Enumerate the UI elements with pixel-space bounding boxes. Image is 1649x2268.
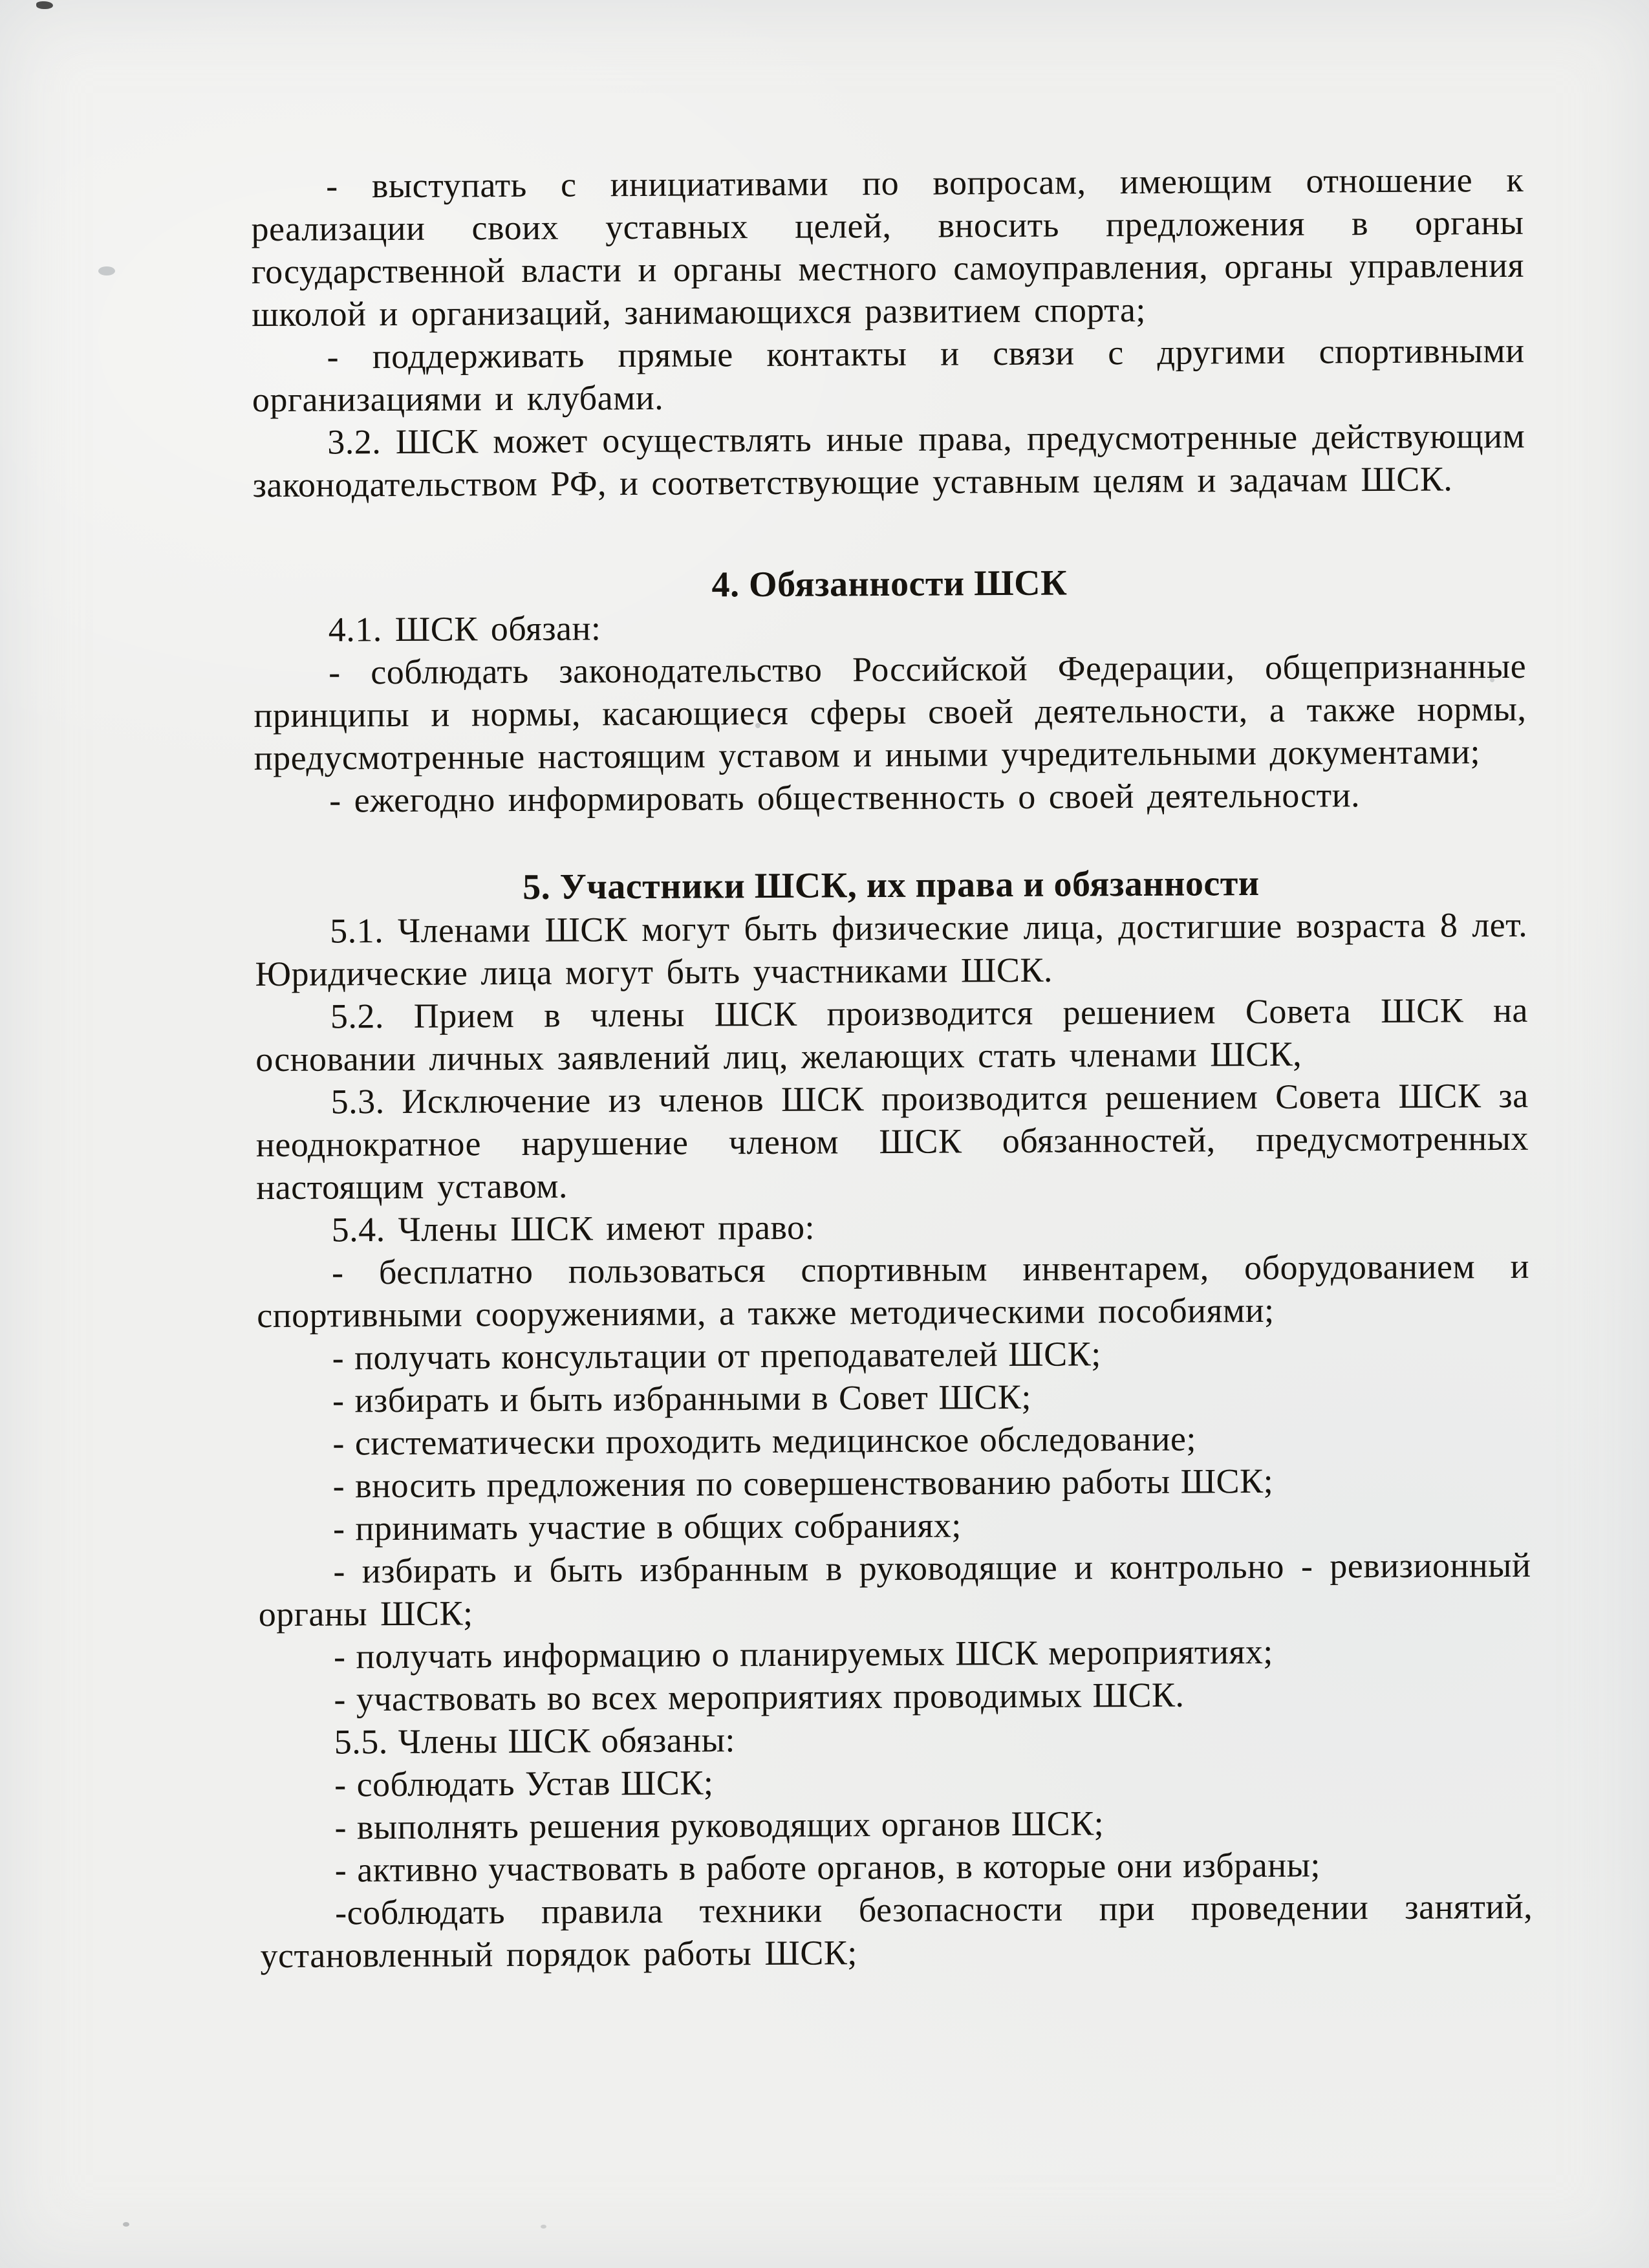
section-4-heading: 4. Обязанности ШСК (711, 563, 1068, 605)
paragraph: - участвовать во всех мероприятиях проводимых ШСК. (334, 1675, 1185, 1719)
paragraph: 5.4. Члены ШСК имеют право: (331, 1207, 815, 1249)
scan-artifact-speck (36, 1, 53, 9)
paragraph: - избирать и быть избранными в Совет ШСК; (332, 1377, 1032, 1420)
paragraph: - активно участвовать в работе органов, в которые они избраны; (334, 1845, 1321, 1890)
paragraph: - получать информацию о планируемых ШСК мероприятиях; (333, 1632, 1273, 1676)
paragraph: - вносить предложения по совершенствованию работы ШСК; (332, 1461, 1274, 1506)
paragraph: - поддерживать прямые контакты и связи с другими спортивными организациями и клубами. (252, 330, 1525, 420)
paragraph: - соблюдать законодательство Российской Федерации, общепризнанные принципы и нормы, касающиеся сферы своей деятельности, а также нормы, предусмотренные настоящим уставом и иными учредительными документами; (253, 646, 1527, 778)
paragraph: - выполнять решения руководящих органов ШСК; (334, 1804, 1105, 1847)
scan-artifact-speck (541, 2225, 546, 2229)
paragraph: - бесплатно пользоваться спортивным инвентарем, оборудованием и спортивными сооружениями, а также методическими пособиями; (257, 1246, 1530, 1335)
paragraph: - получать консультации от преподавателей ШСК; (332, 1334, 1101, 1377)
paragraph: 5.2. Прием в члены ШСК производится решением Совета ШСК на основании личных заявлений лиц, желающих стать членами ШСК, (255, 990, 1529, 1079)
paragraph: 5.5. Члены ШСК обязаны: (334, 1720, 736, 1762)
paragraph: - избирать и быть избранным в руководящие и контрольно - ревизионный органы ШСК; (258, 1545, 1531, 1634)
section-5-heading: 5. Участники ШСК, их права и обязанности (523, 863, 1260, 907)
paragraph: - ежегодно информировать общественность о своей деятельности. (329, 775, 1361, 820)
paragraph: 5.3. Исключение из членов ШСК производится решением Совета ШСК за неоднократное нарушение членом ШСК обязанностей, предусмотренных настоящим уставом. (255, 1075, 1529, 1207)
paragraph: - соблюдать Устав ШСК; (334, 1763, 714, 1804)
paragraph: 4.1. ШСК обязан: (328, 609, 601, 649)
paragraph: 3.2. ШСК может осуществлять иные права, предусмотренные действующим законодательством РФ, и соответствующие уставным целям и задачам ШСК. (252, 416, 1525, 505)
paragraph: 5.1. Членами ШСК могут быть физические лица, достигшие возраста 8 лет. Юридические лица могут быть участниками ШСК. (255, 905, 1528, 994)
paragraph: - принимать участие в общих собраниях; (332, 1506, 962, 1548)
paragraph: -соблюдать правила техники безопасности при проведении занятий, установленный порядок работы ШСК; (260, 1886, 1533, 1976)
document-body (251, 158, 1533, 1977)
scan-artifact-speck (123, 2222, 129, 2227)
paragraph: - систематически проходить медицинское обследование; (332, 1419, 1197, 1463)
scan-artifact-speck (98, 266, 115, 275)
paragraph: - выступать с инициативами по вопросам, имеющим отношение к реализации своих уставных целей, вносить предложения в органы государственной власти и органы местного самоуправления, органы управления школой и организаций, занимающихся развитием спорта; (251, 160, 1525, 334)
